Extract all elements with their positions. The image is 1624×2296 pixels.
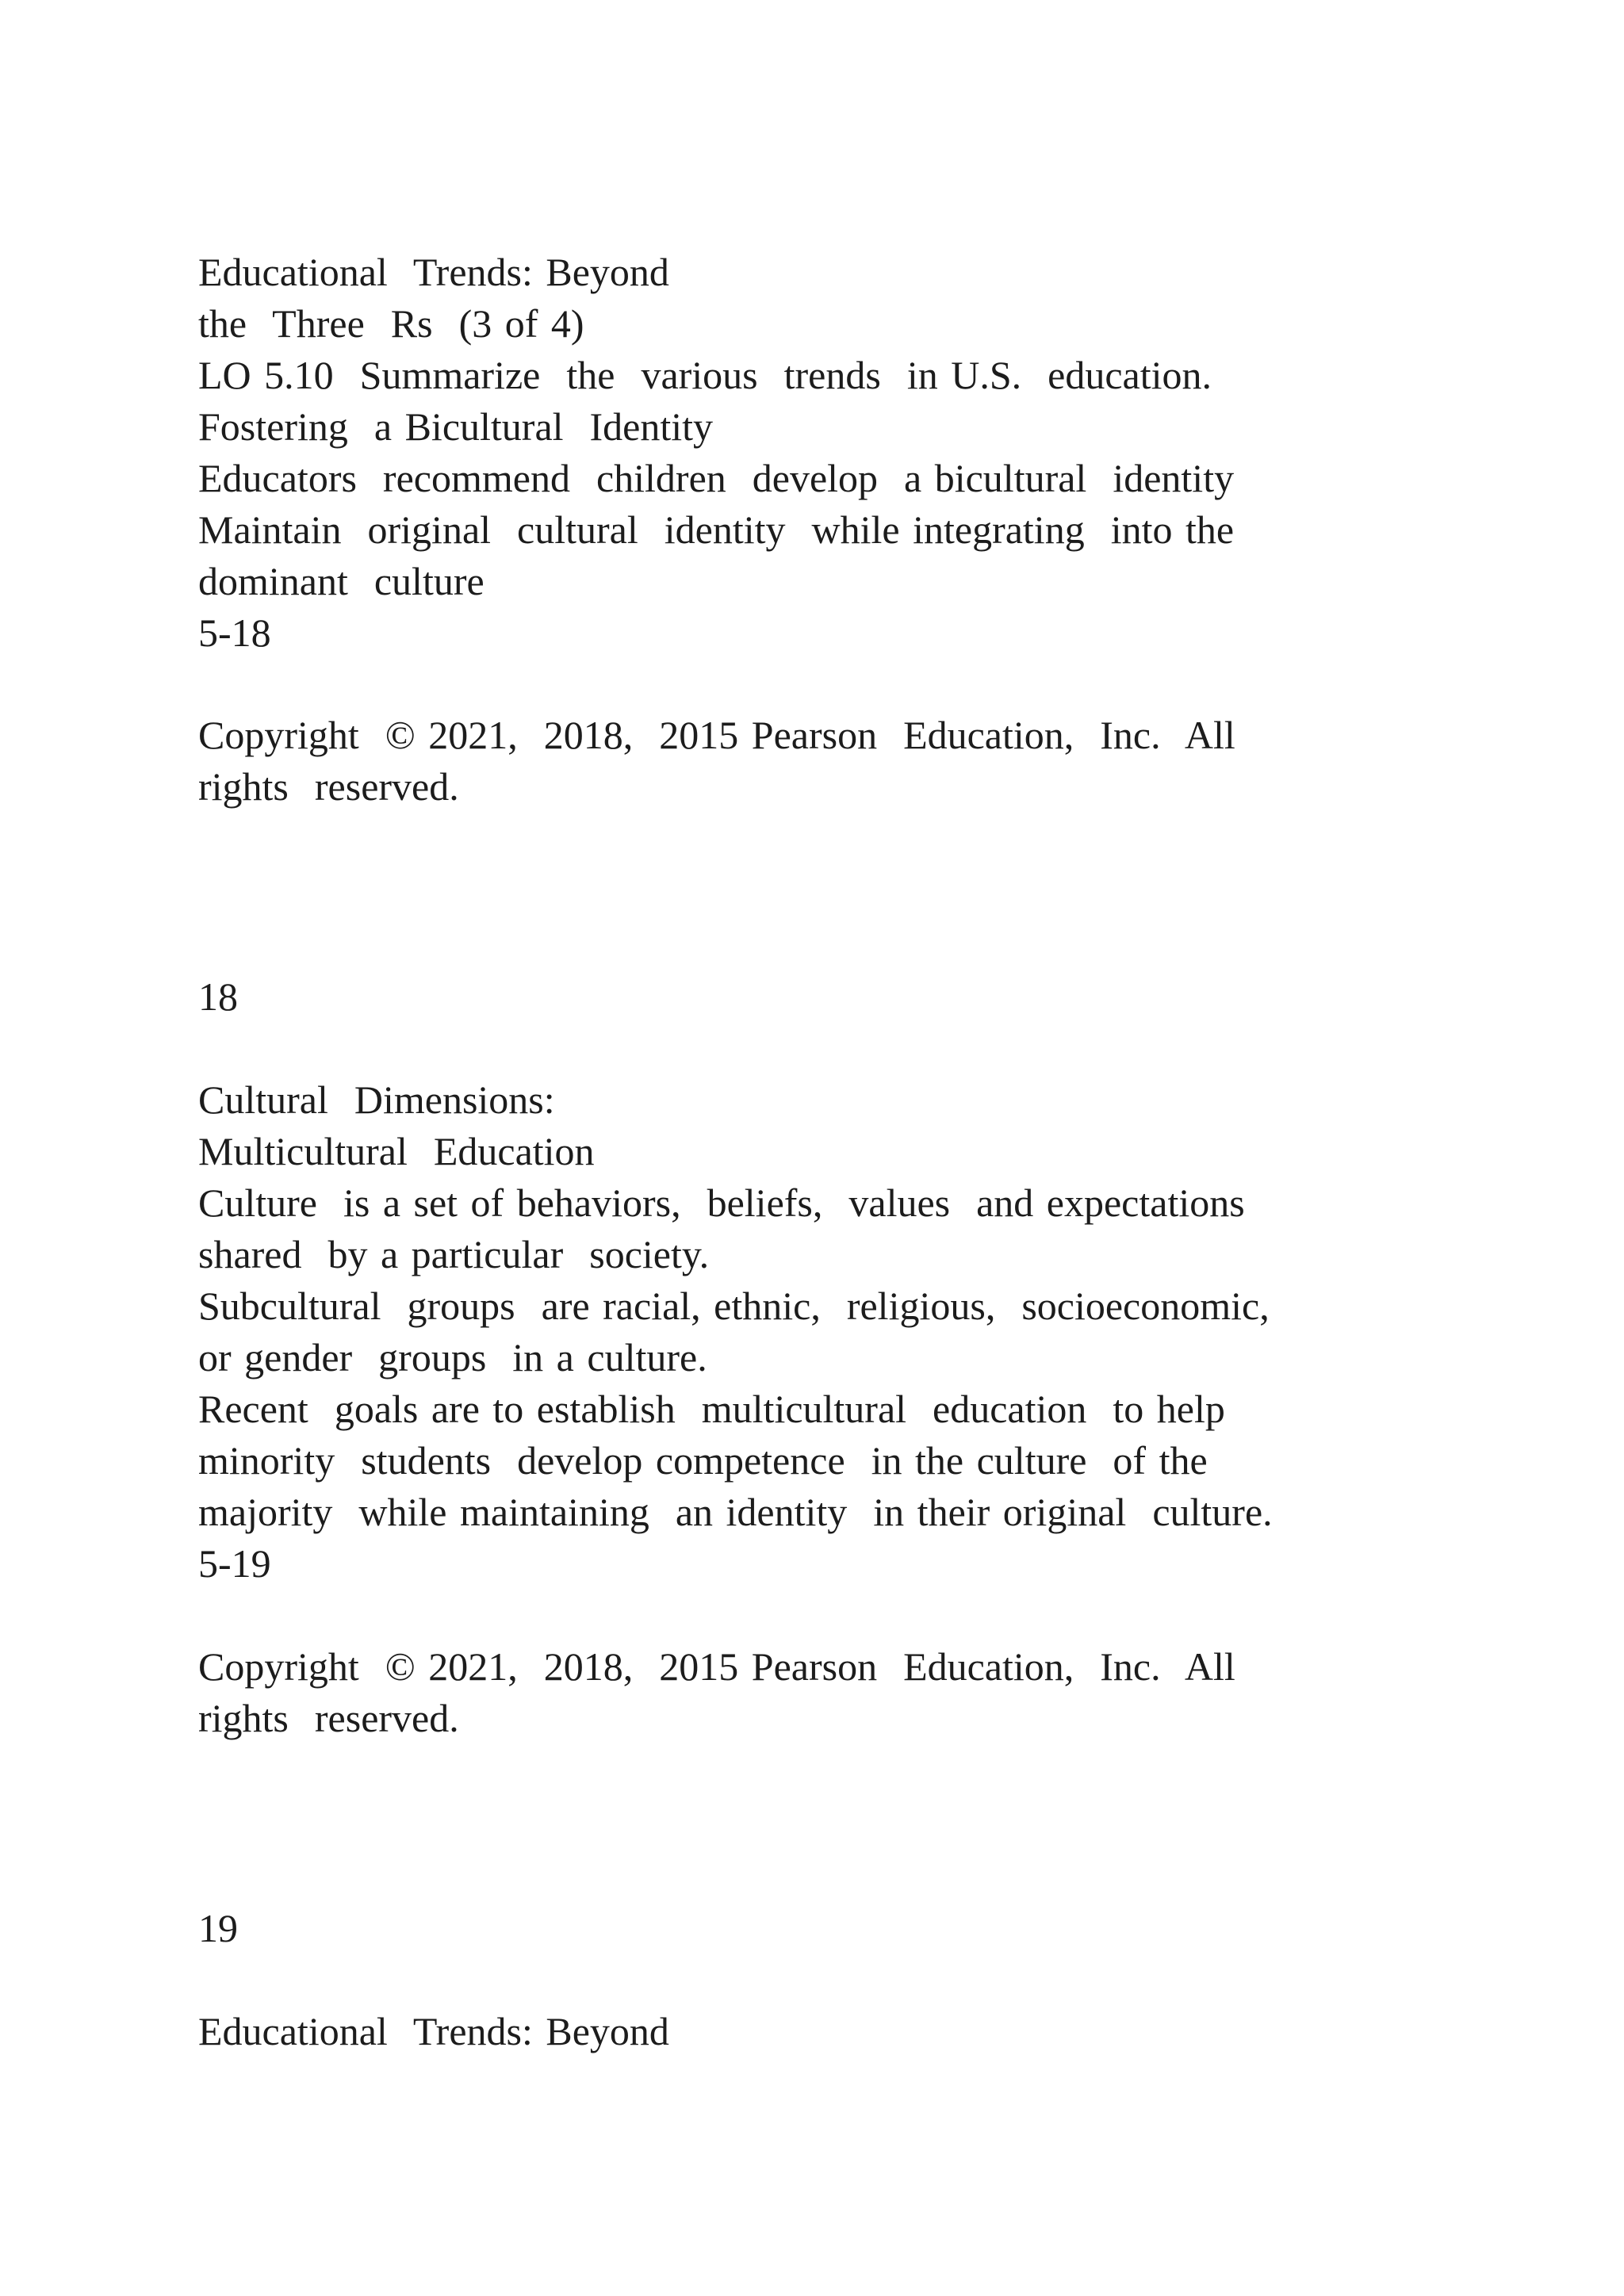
page-number: 18	[198, 974, 238, 1019]
copyright-notice: Copyright © 2021, 2018, 2015 Pearson Education, Inc. All	[198, 713, 1235, 757]
body-text-line: shared by a particular society.	[198, 1232, 710, 1276]
body-text-line: Recent goals are to establish multicultural education to help	[198, 1387, 1225, 1431]
learning-objective: LO 5.10 Summarize the various trends in U.S. education.	[198, 353, 1212, 397]
slide-title: Cultural Dimensions:	[198, 1077, 555, 1122]
slide-title-continued: the Three Rs (3 of 4)	[198, 301, 584, 346]
slide-title-continued: Multicultural Education	[198, 1129, 595, 1173]
copyright-notice: Copyright © 2021, 2018, 2015 Pearson Education, Inc. All	[198, 1644, 1235, 1689]
copyright-notice-continued: rights reserved.	[198, 1696, 459, 1740]
body-text-line: majority while maintaining an identity in their original culture.	[198, 1490, 1273, 1534]
slide-title: Educational Trends: Beyond	[198, 2009, 669, 2053]
body-text-line: dominant culture	[198, 559, 485, 603]
body-text-line: Culture is a set of behaviors, beliefs, values and expectations	[198, 1181, 1245, 1225]
body-text-line: minority students develop competence in the culture of the	[198, 1438, 1208, 1483]
page-number: 19	[198, 1906, 238, 1950]
body-text-line: Subcultural groups are racial, ethnic, religious, socioeconomic,	[198, 1284, 1270, 1328]
body-text-line: or gender groups in a culture.	[198, 1335, 707, 1380]
body-text-line: Maintain original cultural identity while integrating into the	[198, 507, 1235, 552]
slide-code: 5-18	[198, 610, 271, 655]
slide-code: 5-19	[198, 1541, 271, 1586]
copyright-notice-continued: rights reserved.	[198, 764, 459, 809]
body-text-line: Educators recommend children develop a bicultural identity	[198, 456, 1235, 500]
slide-title: Educational Trends: Beyond	[198, 250, 669, 294]
slide-subheading: Fostering a Bicultural Identity	[198, 404, 714, 449]
